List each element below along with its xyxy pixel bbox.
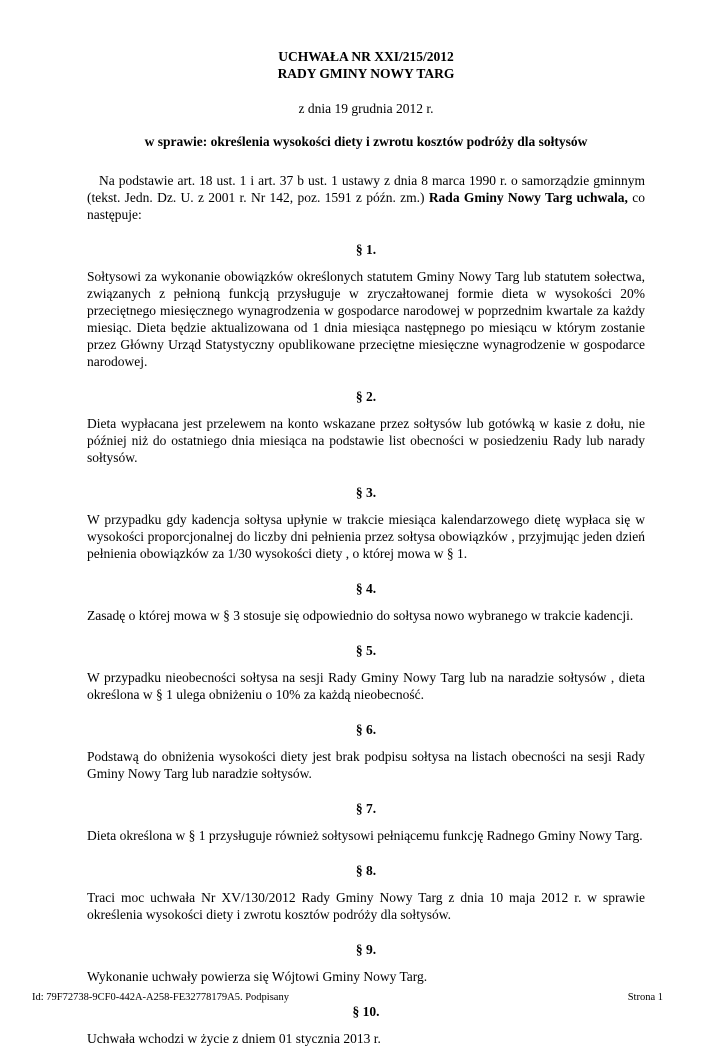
section-4: [87, 580, 645, 624]
section-7: [87, 800, 645, 844]
section-heading: § 5.: [355, 643, 377, 658]
section-text: W przypadku nieobecności sołtysa na sesji Rady Gminy Nowy Targ lub na naradzie sołtysów , dieta określona w § 1 ulega obniżeniu o 10% za każdą nieobecność.: [87, 670, 645, 702]
section-text: Dieta wypłacana jest przelewem na konto wskazane przez sołtysów lub gotówką w kasie z dołu, nie później niż do ostatniego dnia miesiąca na podstawie list obecności w posiedzeniu Rady lub narady sołtysów.: [87, 416, 645, 465]
section-text: Podstawą do obniżenia wysokości diety jest brak podpisu sołtysa na listach obecności na sesji Rady Gminy Nowy Targ lub naradzie sołtysów.: [87, 749, 645, 781]
section-8: [87, 862, 645, 923]
preamble: [87, 172, 645, 223]
section-5: [87, 642, 645, 703]
section-heading: § 8.: [355, 863, 377, 878]
section-10: [87, 1003, 645, 1047]
footer-document-id: Id: 79F72738-9CF0-442A-A258-FE32778179A5. Podpisany: [32, 992, 289, 1003]
section-heading: § 1.: [355, 242, 377, 257]
section-9: [87, 941, 645, 985]
preamble-end: co następuje:: [87, 190, 645, 222]
resolution-subject: w sprawie: określenia wysokości diety i zwrotu kosztów podróży dla sołtysów: [144, 134, 588, 149]
preamble-text: Na podstawie art. 18 ust. 1 i art. 37 b ust. 1 ustawy z dnia 8 marca 1990 r. o samorządzie gminnym (tekst. Jedn. Dz. U. z 2001 r. Nr 142, poz. 1591 z późn. zm.): [87, 173, 645, 205]
section-2: [87, 388, 645, 466]
section-heading: § 9.: [355, 942, 377, 957]
preamble-bold: Rada Gminy Nowy Targ uchwala,: [428, 190, 628, 205]
resolution-date: z dnia 19 grudnia 2012 r.: [298, 101, 434, 116]
section-heading: § 10.: [352, 1004, 380, 1019]
document-page: [87, 48, 645, 1047]
footer-page-number: Strona 1: [627, 992, 663, 1003]
council-name: RADY GMINY NOWY TARG: [277, 66, 455, 81]
section-text: Uchwała wchodzi w życie z dniem 01 stycznia 2013 r.: [87, 1031, 381, 1046]
resolution-title: UCHWAŁA NR XXI/215/2012: [278, 49, 454, 64]
section-text: Traci moc uchwała Nr XV/130/2012 Rady Gminy Nowy Targ z dnia 10 maja 2012 r. w sprawie określenia wysokości diety i zwrotu kosztów podróży dla sołtysów.: [87, 890, 645, 922]
section-heading: § 4.: [355, 581, 377, 596]
section-3: [87, 484, 645, 562]
section-heading: § 6.: [355, 722, 377, 737]
section-6: [87, 721, 645, 782]
section-heading: § 7.: [355, 801, 377, 816]
section-heading: § 3.: [355, 485, 377, 500]
section-text: Zasadę o której mowa w § 3 stosuje się odpowiednio do sołtysa nowo wybranego w trakcie kadencji.: [87, 608, 634, 623]
section-text: Sołtysowi za wykonanie obowiązków określonych statutem Gminy Nowy Targ lub statutem sołectwa, związanych z pełnioną funkcją przysługuje w zryczałtowanej formie dieta w wysokości 20% przeciętnego miesięcznego wynagrodzenia w gospodarce narodowej w poprzednim kwartale za każdy miesiąc. Dieta będzie aktualizowana od 1 dnia miesiąca następnego po miesiącu w którym zostanie przez Główny Urząd Statystyczny opublikowane przeciętne miesięczne wynagrodzenie w gospodarce narodowej.: [87, 269, 645, 369]
section-text: Dieta określona w § 1 przysługuje również sołtysowi pełniącemu funkcję Radnego Gminy Nowy Targ.: [87, 828, 643, 843]
section-text: W przypadku gdy kadencja sołtysa upłynie w trakcie miesiąca kalendarzowego dietę wypłaca się w wysokości proporcjonalnej do liczby dni pełnienia przez sołtysa obowiązków , przyjmując jeden dzień pełnienia obowiązków za 1/30 wysokości diety , o której mowa w § 1.: [87, 512, 645, 561]
section-heading: § 2.: [355, 389, 377, 404]
section-text: Wykonanie uchwały powierza się Wójtowi Gminy Nowy Targ.: [87, 969, 428, 984]
section-1: [87, 241, 645, 370]
